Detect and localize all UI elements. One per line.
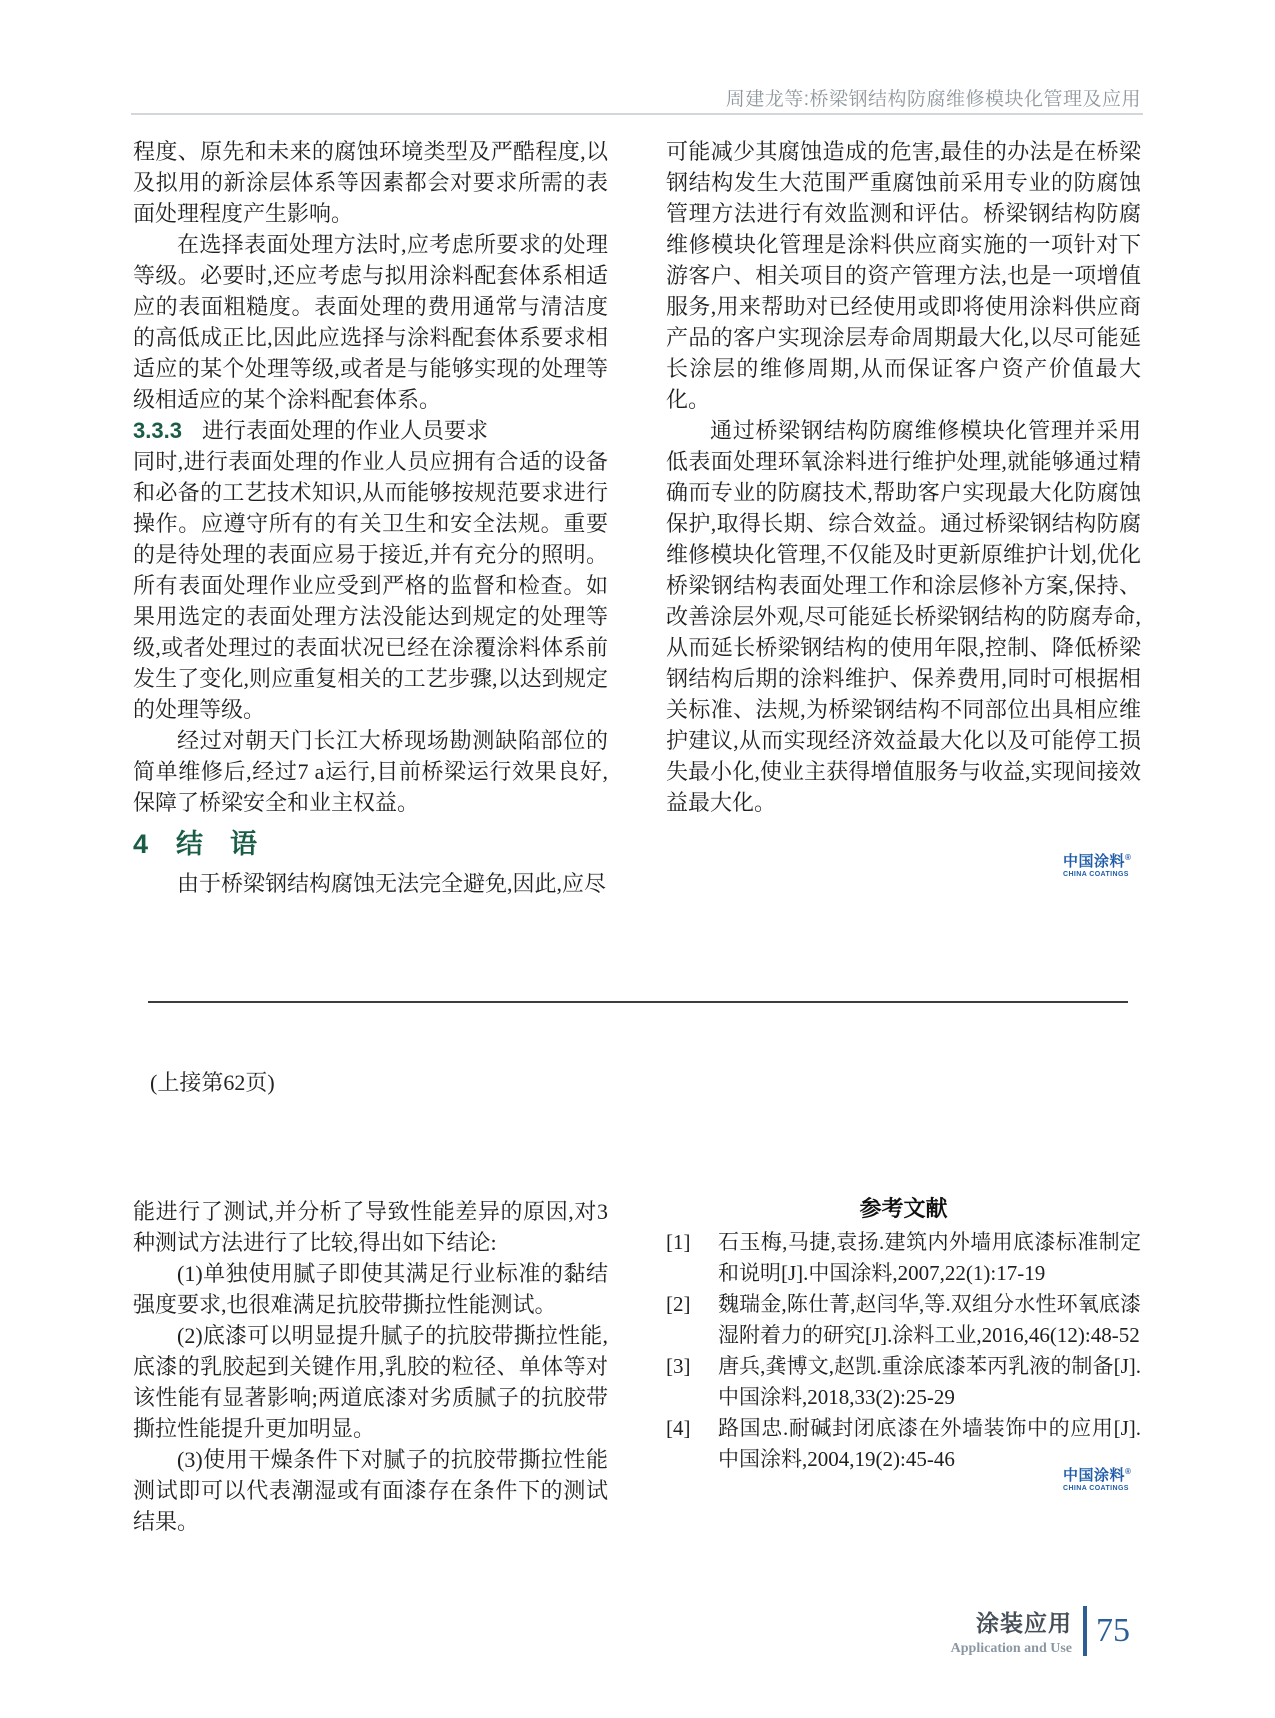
footer-section-cn: 涂装应用 xyxy=(976,1610,1072,1636)
paragraph: 由于桥梁钢结构腐蚀无法完全避免,因此,应尽 xyxy=(177,871,607,896)
article-divider-rule xyxy=(148,1001,1128,1003)
reference-text: 魏瑞金,陈仕菁,赵闫华,等.双组分水性环氧底漆湿附着力的研究[J].涂料工业,2016,46(12):48-52 xyxy=(718,1292,1141,1347)
page-footer xyxy=(951,1606,1130,1656)
subsection-title: 进行表面处理的作业人员要求 xyxy=(201,418,488,443)
section-title: 结 语 xyxy=(176,829,258,859)
logo-en-text: CHINA COATINGS xyxy=(1063,871,1129,878)
paragraph: 程度、原先和未来的腐蚀环境类型及严酷程度,以及拟用的新涂层体系等因素都会对要求所需的表面处理程度产生影响。 xyxy=(133,139,608,226)
article-bottom-section xyxy=(133,1196,1141,1537)
reference-item xyxy=(666,1289,1141,1351)
reference-text: 唐兵,龚博文,赵凯.重涂底漆苯丙乳液的制备[J].中国涂料,2018,33(2):25-29 xyxy=(718,1354,1141,1409)
reference-number: [2] xyxy=(666,1292,691,1316)
reference-item xyxy=(666,1227,1141,1289)
footer-section-en: Application and Use xyxy=(950,1641,1072,1656)
logo-en-text: CHINA COATINGS xyxy=(1063,1485,1129,1492)
bottom-left-column xyxy=(133,1196,608,1537)
paragraph: 可能减少其腐蚀造成的危害,最佳的办法是在桥梁钢结构发生大范围严重腐蚀前采用专业的防腐蚀管理方法进行有效监测和评估。桥梁钢结构防腐维修模块化管理是涂料供应商实施的一项针对下游客户、相关项目的资产管理方法,也是一项增值服务,用来帮助对已经使用或即将使用涂料供应商产品的客户实现涂层寿命周期最大化,以尽可能延长涂层的维修周期,从而保证客户资产价值最大化。 xyxy=(666,139,1141,412)
paragraph: 通过桥梁钢结构防腐维修模块化管理并采用低表面处理环氧涂料进行维护处理,就能够通过精确而专业的防腐技术,帮助客户实现最大化防腐蚀保护,取得长期、综合效益。通过桥梁钢结构防腐维修模块化管理,不仅能及时更新原维护计划,优化桥梁钢结构表面处理工作和涂层修补方案,保持、改善涂层外观,尽可能延长桥梁钢结构的防腐寿命,从而延长桥梁钢结构的使用年限,控制、降低桥梁钢结构后期的涂料维护、保养费用,同时可根据相关标准、法规,为桥梁钢结构不同部位出具相应维护建议,从而实现经济效益最大化以及可能停工损失最小化,使业主获得增值服务与收益,实现间接效益最大化。 xyxy=(666,418,1141,815)
paragraph: (1)单独使用腻子即使其满足行业标准的黏结强度要求,也很难满足抗胶带撕拉性能测试。 xyxy=(133,1261,608,1317)
china-coatings-logo xyxy=(1063,854,1143,878)
paragraph: 同时,进行表面处理的作业人员应拥有合适的设备和必备的工艺技术知识,从而能够按规范要求进行操作。应遵守所有的有关卫生和安全法规。重要的是待处理的表面应易于接近,并有充分的照明。所有表面处理作业应受到严格的监督和检查。如果用选定的表面处理方法没能达到规定的处理等级,或者处理过的表面状况已经在涂覆涂料体系前发生了变化,则应重复相关的工艺步骤,以达到规定的处理等级。 xyxy=(133,449,608,722)
page-number: 75 xyxy=(1096,1612,1130,1649)
footer-section-labels xyxy=(951,1606,1072,1656)
section-heading-conclusion xyxy=(133,827,608,861)
subsection-number: 3.3.3 xyxy=(133,418,182,443)
reference-number: [4] xyxy=(666,1416,691,1440)
paragraph: 能进行了测试,并分析了导致性能差异的原因,对3种测试方法进行了比较,得出如下结论: xyxy=(133,1199,608,1255)
reference-number: [3] xyxy=(666,1354,691,1378)
top-right-column xyxy=(666,136,1141,899)
paragraph: (3)使用干燥条件下对腻子的抗胶带撕拉性能测试即可以代表潮湿或有面漆存在条件下的测试结果。 xyxy=(133,1447,608,1534)
logo-cn-text: 中国涂料® xyxy=(1063,1467,1132,1484)
reference-text: 路国忠.耐碱封闭底漆在外墙装饰中的应用[J].中国涂料,2004,19(2):45-46 xyxy=(718,1416,1141,1471)
continuation-note: (上接第62页) xyxy=(150,1070,275,1095)
reference-text: 石玉梅,马捷,袁扬.建筑内外墙用底漆标准制定和说明[J].中国涂料,2007,22(1):17-19 xyxy=(718,1230,1141,1285)
logo-cn-text: 中国涂料® xyxy=(1063,853,1132,870)
article-top-section xyxy=(133,136,1141,899)
registered-mark-icon: ® xyxy=(1125,853,1132,862)
reference-item xyxy=(666,1413,1141,1475)
reference-number: [1] xyxy=(666,1230,691,1254)
top-left-column xyxy=(133,136,608,899)
paragraph: 经过对朝天门长江大桥现场勘测缺陷部位的简单维修后,经过7 a运行,目前桥梁运行效果良好,保障了桥梁安全和业主权益。 xyxy=(133,728,608,815)
paragraph: 在选择表面处理方法时,应考虑所要求的处理等级。必要时,还应考虑与拟用涂料配套体系相适应的表面粗糙度。表面处理的费用通常与清洁度的高低成正比,因此应选择与涂料配套体系要求相适应的某个处理等级,或者是与能够实现的处理等级相适应的某个涂料配套体系。 xyxy=(133,232,608,412)
subsection-heading xyxy=(133,415,608,446)
running-head: 周建龙等:桥梁钢结构防腐维修模块化管理及应用 xyxy=(725,89,1141,110)
china-coatings-logo xyxy=(1063,1468,1143,1492)
section-number: 4 xyxy=(133,829,149,859)
footer-divider-bar xyxy=(1083,1606,1087,1656)
reference-item xyxy=(666,1351,1141,1413)
paragraph: (2)底漆可以明显提升腻子的抗胶带撕拉性能,底漆的乳胶起到关键作用,乳胶的粒径、单体等对该性能有显著影响;两道底漆对劣质腻子的抗胶带撕拉性能提升更加明显。 xyxy=(133,1323,608,1441)
registered-mark-icon: ® xyxy=(1125,1467,1132,1476)
header-rule xyxy=(131,113,1143,115)
references-heading: 参考文献 xyxy=(859,1196,948,1221)
